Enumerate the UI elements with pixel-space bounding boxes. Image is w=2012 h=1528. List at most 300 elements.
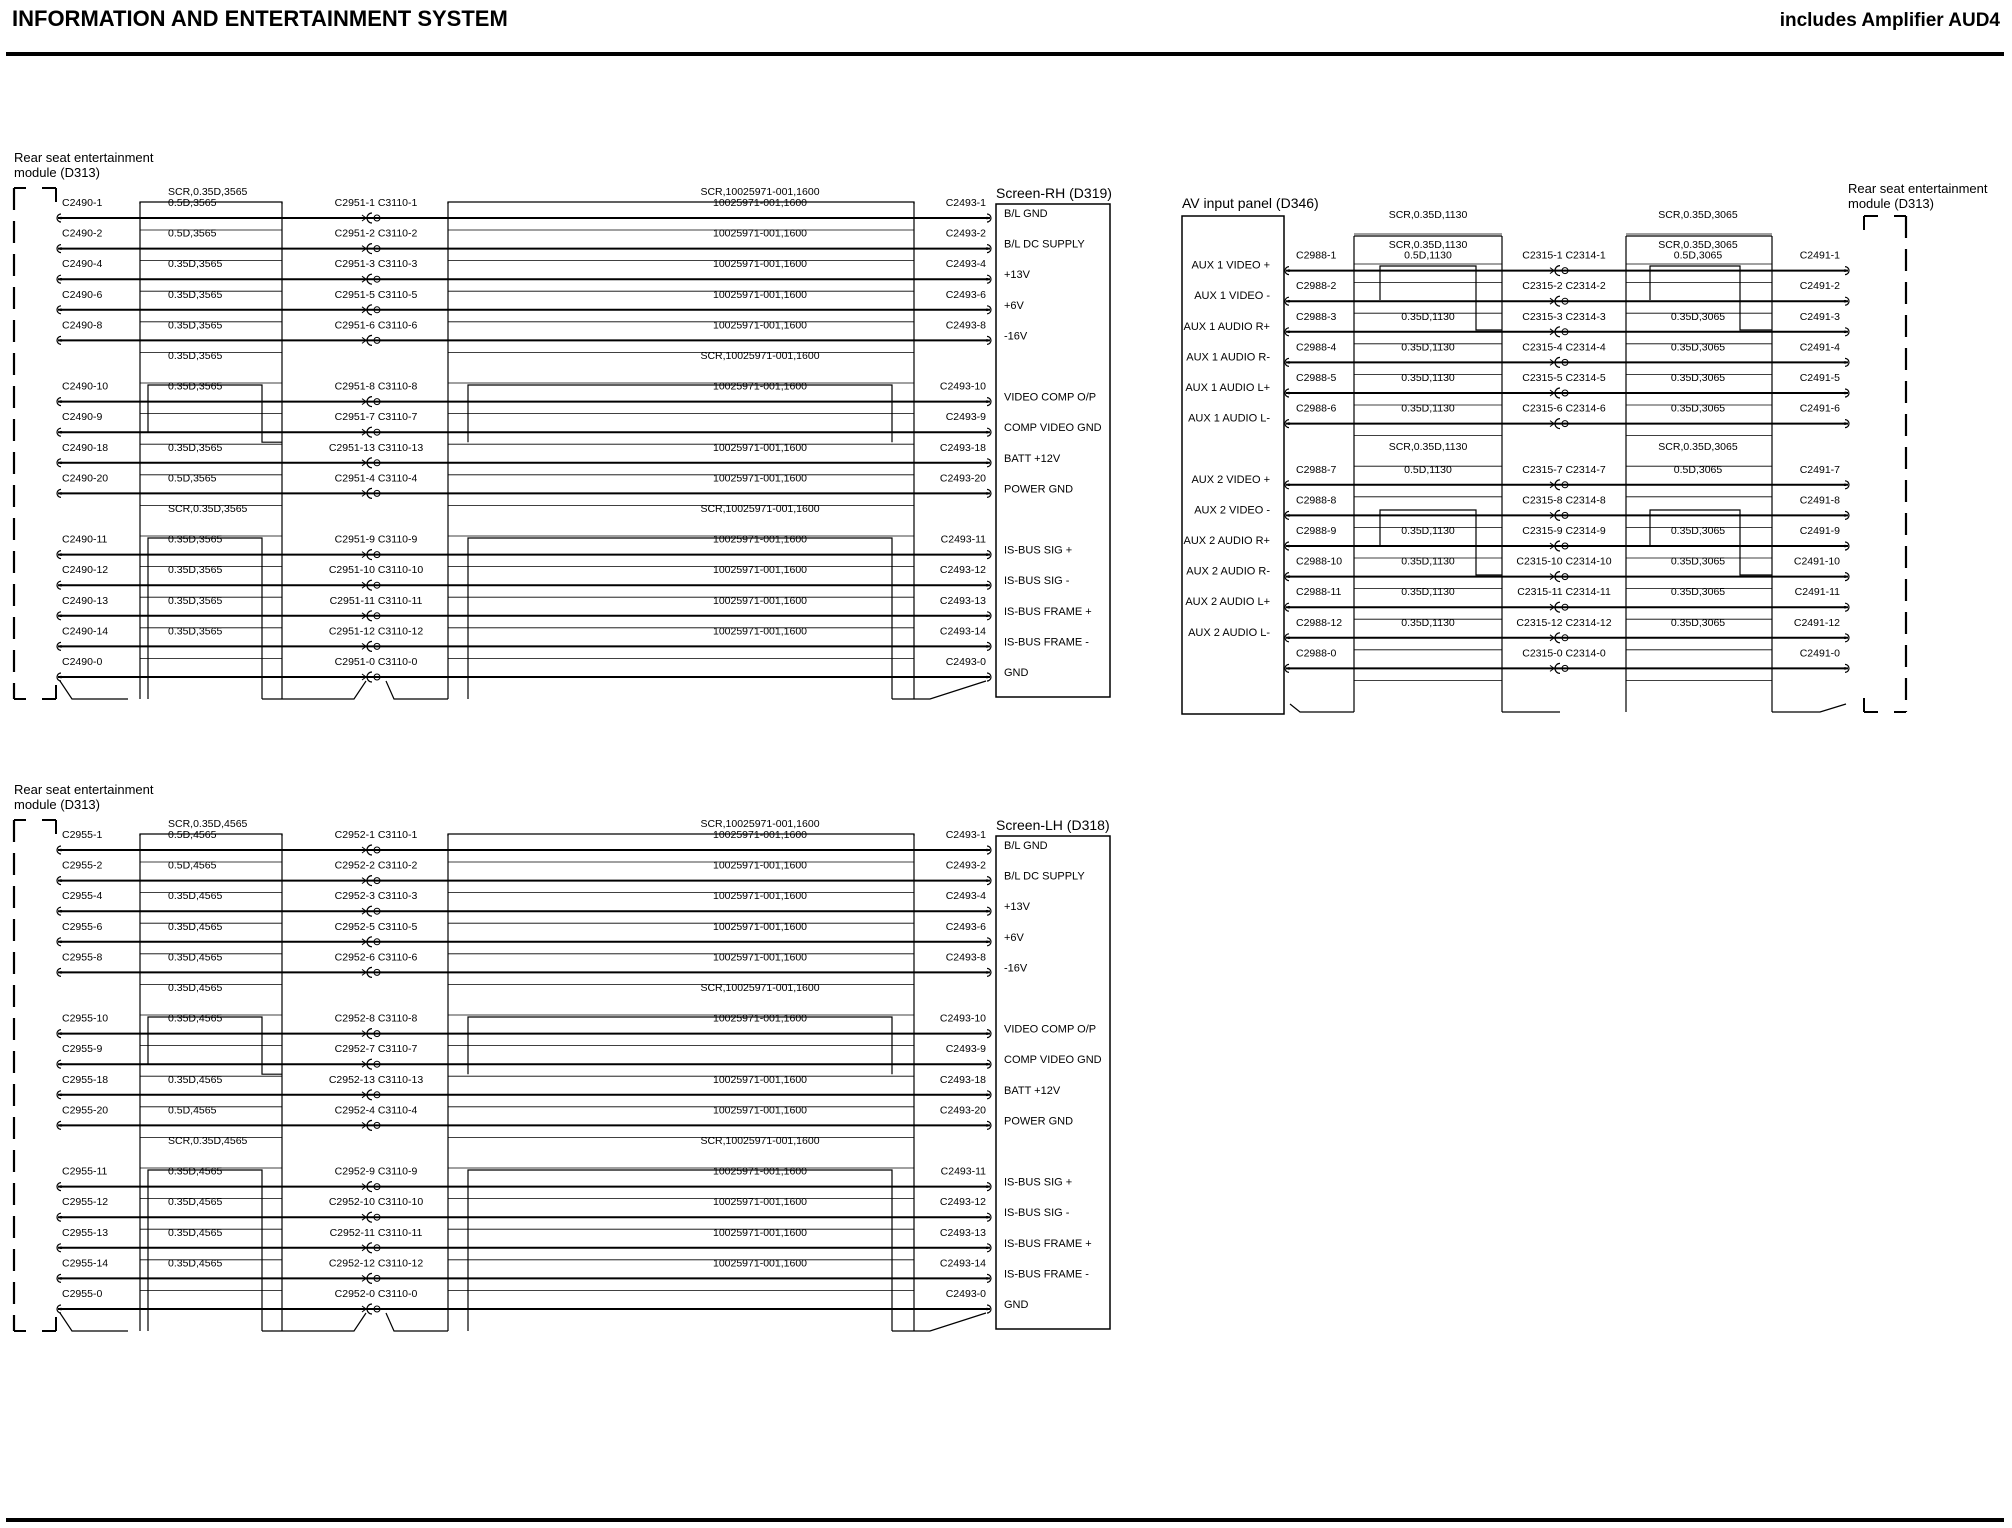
wire-row — [57, 1257, 1089, 1290]
pin-dot-icon — [986, 1308, 989, 1311]
wire-spec-label: 0.35D,4565 — [168, 920, 223, 933]
pin-dot-icon — [60, 879, 63, 882]
wire-spec-label: 0.5D,1130 — [1404, 249, 1452, 262]
pin-dot-icon — [60, 1185, 63, 1188]
connector-pin-label: C2493-6 — [945, 920, 986, 933]
screen-title: Screen-LH (D318) — [996, 817, 1110, 833]
wire-row — [1194, 280, 1849, 313]
inline-connector-label: C2951-12 C3110-12 — [328, 625, 424, 638]
pin-dot-icon — [986, 849, 989, 852]
wire-spec-label: SCR,0.35D,4565 — [168, 1135, 248, 1147]
module-title: module (D313) — [1848, 196, 1934, 211]
pin-dot-icon — [60, 1063, 63, 1066]
inline-connector-label: C2952-11 C3110-11 — [329, 1226, 423, 1239]
connector-pin-label: C2493-0 — [945, 656, 986, 668]
signal-name-label: +13V — [1004, 901, 1030, 914]
wire-spec-label: 0.35D,3065 — [1670, 525, 1726, 537]
inline-connector-label: C2315-8 C2314-8 — [1522, 494, 1606, 507]
inline-connector-label: C2952-4 C3110-4 — [334, 1104, 418, 1117]
pin-dot-icon — [60, 1277, 63, 1280]
module-title: Rear seat entertainment — [14, 782, 154, 797]
wire-row — [57, 289, 1025, 322]
signal-name-label: IS-BUS SIG - — [1004, 1207, 1070, 1220]
inline-connector-label: C2951-5 C3110-5 — [334, 288, 418, 301]
inline-connector-label: C2315-2 C2314-2 — [1522, 280, 1606, 293]
pin-dot-icon — [60, 910, 63, 913]
cable-spec-label: 10025971-001,1600 — [712, 1012, 808, 1025]
connector-pin-label: C2493-8 — [945, 319, 986, 332]
cable-spec-label: 10025971-001,1600 — [712, 829, 808, 841]
pin-dot-icon — [1844, 361, 1847, 364]
module-boundary — [14, 188, 56, 699]
wire-spec-label: 0.35D,3065 — [1670, 555, 1726, 568]
signal-name-label: IS-BUS FRAME - — [1004, 1268, 1089, 1281]
pin-dot-icon — [1844, 575, 1847, 578]
shield-label: SCR,10025971-001,1600 — [700, 186, 820, 198]
connector-pin-label: C2955-12 — [62, 1196, 109, 1209]
connector-pin-label: C2490-12 — [62, 564, 109, 577]
wire-spec-label: 0.35D,1130 — [1401, 341, 1455, 354]
pin-dot-icon — [60, 339, 63, 342]
signal-name-label: +13V — [1004, 269, 1030, 282]
cable-spec-label: 10025971-001,1600 — [712, 564, 808, 577]
lh-panel — [14, 782, 1110, 1331]
connector-pin-label: C2491-8 — [1799, 494, 1840, 507]
connector-pin-label: C2988-3 — [1296, 310, 1337, 323]
connector-pin-label: C2493-10 — [939, 380, 986, 393]
wire-spec-label: 0.35D,3565 — [168, 258, 223, 271]
pin-dot-icon — [60, 431, 63, 434]
module-title: Rear seat entertainment — [1848, 181, 1988, 196]
pin-dot-icon — [1844, 637, 1847, 640]
connector-pin-label: C2988-11 — [1296, 586, 1342, 599]
pin-dot-icon — [1288, 269, 1291, 272]
signal-name-label: IS-BUS SIG - — [1004, 575, 1070, 588]
connector-pin-label: C2493-4 — [945, 890, 986, 903]
wire-spec-label: SCR,0.35D,1130 — [1388, 441, 1468, 454]
pin-dot-icon — [1844, 331, 1847, 334]
pin-dot-icon — [986, 1277, 989, 1280]
wire-spec-label: 0.35D,1130 — [1401, 616, 1455, 629]
pin-dot-icon — [986, 247, 989, 250]
pin-dot-icon — [60, 462, 63, 465]
connector-pin-label: C2493-13 — [939, 594, 986, 607]
cable-spec-label: 10025971-001,1600 — [712, 859, 808, 872]
wire-spec-label: 0.5D,3065 — [1673, 249, 1723, 262]
pin-dot-icon — [986, 584, 989, 587]
wire-row — [1185, 586, 1849, 619]
connector-pin-label: C2493-18 — [939, 1073, 986, 1086]
pin-dot-icon — [986, 492, 989, 495]
cable-spec-label: 10025971-001,1600 — [712, 472, 808, 485]
wire-spec-label: 0.35D,1130 — [1401, 310, 1455, 323]
wire-row — [57, 411, 1102, 444]
wire-spec-label: 0.35D,3065 — [1670, 616, 1726, 629]
wire-row — [57, 1074, 1061, 1107]
ground-wire — [386, 1313, 448, 1331]
pin-dot-icon — [1288, 545, 1291, 548]
ground-wire — [262, 681, 366, 699]
signal-name-label: AUX 2 VIDEO - — [1194, 504, 1270, 517]
wire-spec-label: SCR,0.35D,3065 — [1658, 239, 1738, 251]
pin-dot-icon — [1844, 514, 1847, 517]
inline-connector-label: C2951-9 C3110-9 — [334, 533, 418, 546]
pin-dot-icon — [1288, 484, 1291, 487]
connector-pin-label: C2491-5 — [1799, 372, 1840, 384]
wire-row — [57, 595, 1092, 628]
cable-spec-label: 10025971-001,1600 — [712, 258, 808, 271]
signal-name-label: B/L GND — [1004, 840, 1048, 852]
cable-spec-label: SCR,10025971-001,1600 — [700, 350, 820, 362]
wire-spec-label: 0.5D,3565 — [168, 227, 217, 240]
pin-dot-icon — [986, 1063, 989, 1066]
cable-spec-label: 10025971-001,1600 — [712, 951, 808, 964]
pin-dot-icon — [1288, 392, 1291, 395]
inline-connector-label: C2315-12 C2314-12 — [1516, 616, 1612, 629]
inline-connector-label: C2952-9 C3110-9 — [334, 1165, 418, 1178]
wire-spec-label: 0.35D,4565 — [168, 982, 223, 994]
pin-dot-icon — [986, 1216, 989, 1219]
wire-row — [57, 1196, 1070, 1229]
inline-connector-label: C2315-0 C2314-0 — [1522, 647, 1606, 660]
signal-name-label: COMP VIDEO GND — [1004, 422, 1102, 435]
connector-pin-label: C2988-0 — [1296, 647, 1337, 660]
inline-connector-label: C2315-11 C2314-11 — [1517, 586, 1611, 599]
pin-dot-icon — [60, 676, 63, 679]
signal-name-label: AUX 1 VIDEO - — [1194, 290, 1270, 303]
signal-name-label: IS-BUS SIG + — [1004, 544, 1073, 557]
signal-name-label: POWER GND — [1004, 1115, 1074, 1128]
wire-row — [1194, 494, 1849, 527]
inline-connector-label: C2951-7 C3110-7 — [334, 411, 418, 424]
signal-name-label: +6V — [1004, 931, 1024, 944]
pin-dot-icon — [1288, 514, 1291, 517]
pin-dot-icon — [60, 941, 63, 944]
screen-title: Screen-RH (D319) — [996, 185, 1112, 201]
connector-pin-label: C2493-0 — [945, 1288, 986, 1300]
signal-name-label: AUX 1 AUDIO L+ — [1185, 382, 1270, 394]
connector-pin-label: C2490-20 — [62, 472, 109, 485]
ground-wire — [262, 1313, 366, 1331]
wire-spec-label: 0.5D,4565 — [168, 1104, 217, 1117]
pin-dot-icon — [60, 247, 63, 250]
signal-name-label: VIDEO COMP O/P — [1004, 1023, 1097, 1036]
pin-dot-icon — [1288, 606, 1291, 609]
pin-dot-icon — [60, 971, 63, 974]
inline-connector-label: C2952-13 C3110-13 — [328, 1073, 424, 1086]
shield-outline — [468, 538, 892, 699]
wire-row — [57, 1104, 1073, 1137]
inline-connector-label: C2951-10 C3110-10 — [328, 564, 424, 577]
connector-pin-label: C2493-4 — [945, 258, 986, 271]
pin-dot-icon — [60, 400, 63, 403]
wire-spec-label: 0.35D,3565 — [168, 319, 223, 332]
wire-row — [140, 350, 914, 383]
wire-spec-label: 0.35D,1130 — [1401, 525, 1455, 537]
wire-row — [57, 656, 1029, 682]
connector-pin-label: C2988-6 — [1296, 402, 1337, 415]
connector-pin-label: C2493-12 — [939, 564, 986, 577]
wire-row — [57, 442, 1061, 475]
inline-connector-label: C2315-7 C2314-7 — [1522, 463, 1606, 476]
connector-pin-label: C2491-2 — [1799, 280, 1840, 293]
page-subtitle: includes Amplifier AUD4 — [1779, 10, 2000, 31]
module-boundary — [1864, 216, 1906, 712]
wire-spec-label: 0.35D,3565 — [168, 533, 223, 546]
module-boundary — [14, 820, 56, 1331]
cable-spec-label: 10025971-001,1600 — [712, 227, 808, 240]
wire-row — [57, 921, 1025, 954]
pin-dot-icon — [986, 309, 989, 312]
connector-pin-label: C2955-10 — [62, 1012, 109, 1025]
inline-connector-label: C2315-1 C2314-1 — [1522, 249, 1606, 262]
av-input-panel — [1182, 181, 1988, 714]
ground-wire — [1772, 704, 1846, 712]
wire-row — [140, 1135, 914, 1168]
connector-pin-label: C2491-9 — [1799, 525, 1840, 537]
inline-connector-label: C2952-12 C3110-12 — [328, 1257, 424, 1270]
inline-connector-label: C2951-4 C3110-4 — [334, 472, 418, 485]
inline-connector-label: C2952-6 C3110-6 — [334, 951, 418, 964]
pin-dot-icon — [1844, 392, 1847, 395]
connector-pin-label: C2988-5 — [1296, 372, 1337, 384]
shield-outline — [448, 834, 914, 836]
pin-dot-icon — [986, 431, 989, 434]
pin-dot-icon — [986, 941, 989, 944]
connector-pin-label: C2490-10 — [62, 380, 109, 393]
connector-pin-label: C2490-0 — [62, 656, 103, 668]
inline-connector-label: C2951-2 C3110-2 — [334, 227, 418, 240]
shield-label: SCR,10025971-001,1600 — [700, 818, 820, 830]
pin-dot-icon — [986, 645, 989, 648]
pin-dot-icon — [60, 615, 63, 618]
cable-spec-label: 10025971-001,1600 — [712, 319, 808, 332]
pin-dot-icon — [986, 400, 989, 403]
inline-connector-label: C2952-0 C3110-0 — [334, 1288, 418, 1300]
cable-spec-label: 10025971-001,1600 — [712, 288, 808, 301]
pin-dot-icon — [1288, 300, 1291, 303]
ground-wire — [892, 1313, 986, 1331]
rh-panel — [14, 150, 1112, 699]
cable-spec-label: 10025971-001,1600 — [712, 441, 808, 454]
connector-pin-label: C2493-20 — [939, 1104, 986, 1117]
cable-spec-label: 10025971-001,1600 — [712, 197, 808, 209]
pin-dot-icon — [60, 553, 63, 556]
connector-pin-label: C2955-2 — [62, 859, 103, 872]
pin-dot-icon — [60, 1124, 63, 1127]
connector-pin-label: C2490-8 — [62, 319, 103, 332]
inline-connector-label: C2951-13 C3110-13 — [328, 441, 424, 454]
pin-dot-icon — [986, 676, 989, 679]
wire-spec-label: 0.5D,3565 — [168, 472, 217, 485]
connector-pin-label: C2988-2 — [1296, 280, 1337, 293]
inline-connector-label: C2952-3 C3110-3 — [334, 890, 418, 903]
wire-spec-label: SCR,0.35D,3065 — [1658, 209, 1738, 221]
connector-pin-label: C2491-10 — [1793, 555, 1840, 568]
wire-spec-label: 0.35D,4565 — [168, 951, 223, 964]
wire-row — [57, 625, 1089, 658]
pin-dot-icon — [986, 1094, 989, 1097]
signal-name-label: AUX 1 AUDIO R+ — [1183, 320, 1270, 333]
signal-name-label: +6V — [1004, 299, 1024, 312]
connector-pin-label: C2955-8 — [62, 951, 103, 964]
inline-connector-label: C2315-3 C2314-3 — [1522, 310, 1606, 323]
wire-spec-label: 0.35D,4565 — [168, 890, 223, 903]
wire-spec-label: 0.5D,3065 — [1673, 463, 1723, 476]
cable-spec-label: 10025971-001,1600 — [712, 890, 808, 903]
inline-connector-label: C2951-11 C3110-11 — [329, 594, 423, 607]
pin-dot-icon — [986, 1032, 989, 1035]
pin-dot-icon — [60, 1247, 63, 1250]
wire-spec-label: 0.35D,3565 — [168, 594, 223, 607]
connector-pin-label: C2493-9 — [945, 1043, 986, 1056]
connector-pin-label: C2490-1 — [62, 197, 103, 209]
signal-name-label: VIDEO COMP O/P — [1004, 391, 1097, 404]
wire-spec-label: 0.35D,4565 — [168, 1073, 223, 1086]
connector-pin-label: C2988-10 — [1296, 555, 1343, 568]
pin-dot-icon — [986, 217, 989, 220]
wire-spec-label: 0.35D,3565 — [168, 288, 223, 301]
connector-pin-label: C2988-1 — [1296, 249, 1337, 262]
cable-spec-label: SCR,10025971-001,1600 — [700, 1135, 820, 1147]
cable-spec-label: 10025971-001,1600 — [712, 1226, 808, 1239]
pin-dot-icon — [60, 217, 63, 220]
connector-pin-label: C2493-2 — [945, 227, 986, 240]
cable-spec-label: 10025971-001,1600 — [712, 594, 808, 607]
wire-row — [57, 258, 1031, 291]
connector-pin-label: C2988-9 — [1296, 525, 1337, 537]
wire-row — [1188, 403, 1849, 436]
wire-row — [140, 503, 914, 536]
wire-row — [1186, 341, 1849, 374]
inline-connector-label: C2315-4 C2314-4 — [1522, 341, 1606, 354]
wire-row — [57, 228, 1085, 261]
cable-spec-label: SCR,10025971-001,1600 — [700, 982, 820, 994]
signal-name-label: GND — [1004, 1299, 1029, 1311]
pin-dot-icon — [986, 615, 989, 618]
pin-dot-icon — [60, 309, 63, 312]
signal-name-label: POWER GND — [1004, 483, 1074, 496]
inline-connector-label: C2952-10 C3110-10 — [328, 1196, 424, 1209]
pin-dot-icon — [986, 553, 989, 556]
wire-row — [1354, 441, 1772, 466]
pin-dot-icon — [1288, 637, 1291, 640]
inline-connector-label: C2952-8 C3110-8 — [334, 1012, 418, 1025]
wire-spec-label: 0.35D,4565 — [168, 1257, 223, 1270]
connector-pin-label: C2988-8 — [1296, 494, 1337, 507]
wire-spec-label: 0.35D,1130 — [1401, 402, 1455, 415]
wire-row — [1188, 617, 1849, 650]
connector-pin-label: C2955-0 — [62, 1288, 103, 1300]
cable-spec-label: 10025971-001,1600 — [712, 380, 808, 393]
wire-spec-label: 0.35D,3565 — [168, 380, 223, 393]
inline-connector-label: C2315-5 C2314-5 — [1522, 372, 1606, 384]
pin-dot-icon — [1844, 300, 1847, 303]
wire-spec-label: 0.5D,4565 — [168, 859, 217, 872]
signal-name-label: AUX 2 AUDIO L- — [1188, 626, 1270, 639]
pin-dot-icon — [1844, 484, 1847, 487]
cable-spec-label: 10025971-001,1600 — [712, 1165, 808, 1178]
signal-name-label: BATT +12V — [1004, 452, 1061, 465]
connector-pin-label: C2493-10 — [939, 1012, 986, 1025]
connector-pin-label: C2493-11 — [940, 1165, 986, 1178]
pin-dot-icon — [60, 1094, 63, 1097]
wire-spec-label: 0.35D,3065 — [1670, 310, 1726, 323]
signal-name-label: AUX 2 VIDEO + — [1191, 473, 1270, 486]
wire-row — [1354, 209, 1772, 234]
cable-spec-label: 10025971-001,1600 — [712, 625, 808, 638]
signal-name-label: AUX 1 VIDEO + — [1191, 259, 1270, 272]
pin-dot-icon — [60, 1308, 63, 1311]
cable-spec-label: SCR,10025971-001,1600 — [700, 503, 820, 515]
wire-row — [57, 1288, 1029, 1314]
signal-name-label: COMP VIDEO GND — [1004, 1054, 1102, 1067]
pin-dot-icon — [986, 278, 989, 281]
pin-dot-icon — [1844, 422, 1847, 425]
wire-spec-label: 0.35D,1130 — [1401, 372, 1455, 384]
connector-pin-label: C2491-0 — [1799, 647, 1840, 660]
wire-spec-label: 0.35D,3065 — [1670, 402, 1726, 415]
wire-spec-label: 0.35D,4565 — [168, 1165, 223, 1178]
ground-wire — [1290, 704, 1354, 712]
connector-pin-label: C2493-12 — [939, 1196, 986, 1209]
wire-spec-label: 0.35D,1130 — [1401, 555, 1455, 568]
connector-pin-label: C2493-11 — [940, 533, 986, 546]
signal-name-label: AUX 1 AUDIO R- — [1186, 351, 1270, 364]
pin-dot-icon — [60, 492, 63, 495]
inline-connector-label: C2951-3 C3110-3 — [334, 258, 418, 271]
connector-pin-label: C2491-3 — [1799, 310, 1840, 323]
signal-name-label: IS-BUS SIG + — [1004, 1176, 1073, 1189]
inline-connector-label: C2952-5 C3110-5 — [334, 920, 418, 933]
pin-dot-icon — [986, 1247, 989, 1250]
wire-spec-label: 0.35D,4565 — [168, 1196, 223, 1209]
pin-dot-icon — [60, 278, 63, 281]
connector-pin-label: C2490-18 — [62, 441, 109, 454]
connector-pin-label: C2955-13 — [62, 1226, 109, 1239]
cable-spec-label: 10025971-001,1600 — [712, 920, 808, 933]
pin-dot-icon — [986, 339, 989, 342]
wire-row — [1191, 464, 1849, 497]
inline-connector-label: C2315-9 C2314-9 — [1522, 525, 1606, 537]
connector-pin-label: C2493-8 — [945, 951, 986, 964]
connector-pin-label: C2988-4 — [1296, 341, 1337, 354]
wire-spec-label: SCR,0.35D,1130 — [1388, 239, 1468, 251]
signal-name-label: AUX 1 AUDIO L- — [1188, 412, 1270, 425]
connector-pin-label: C2491-7 — [1799, 463, 1840, 476]
pin-dot-icon — [1288, 667, 1291, 670]
pin-dot-icon — [1288, 331, 1291, 334]
pin-dot-icon — [986, 879, 989, 882]
module-title: Rear seat entertainment — [14, 150, 154, 165]
signal-name-label: BATT +12V — [1004, 1084, 1061, 1097]
connector-pin-label: C2493-14 — [939, 1257, 986, 1270]
connector-pin-label: C2491-4 — [1799, 341, 1840, 354]
connector-pin-label: C2490-4 — [62, 258, 103, 271]
connector-pin-label: C2493-20 — [939, 472, 986, 485]
wire-spec-label: 0.35D,3565 — [168, 441, 223, 454]
wire-row — [57, 1043, 1102, 1076]
pin-dot-icon — [986, 462, 989, 465]
shield-outline — [148, 538, 262, 699]
connector-pin-label: C2491-11 — [1794, 586, 1840, 599]
wire-row — [1186, 556, 1849, 589]
connector-pin-label: C2493-14 — [939, 625, 986, 638]
inline-connector-label: C2952-1 C3110-1 — [334, 829, 418, 841]
wire-spec-label: 0.35D,3565 — [168, 564, 223, 577]
pin-dot-icon — [1844, 667, 1847, 670]
connector-pin-label: C2490-9 — [62, 411, 103, 424]
